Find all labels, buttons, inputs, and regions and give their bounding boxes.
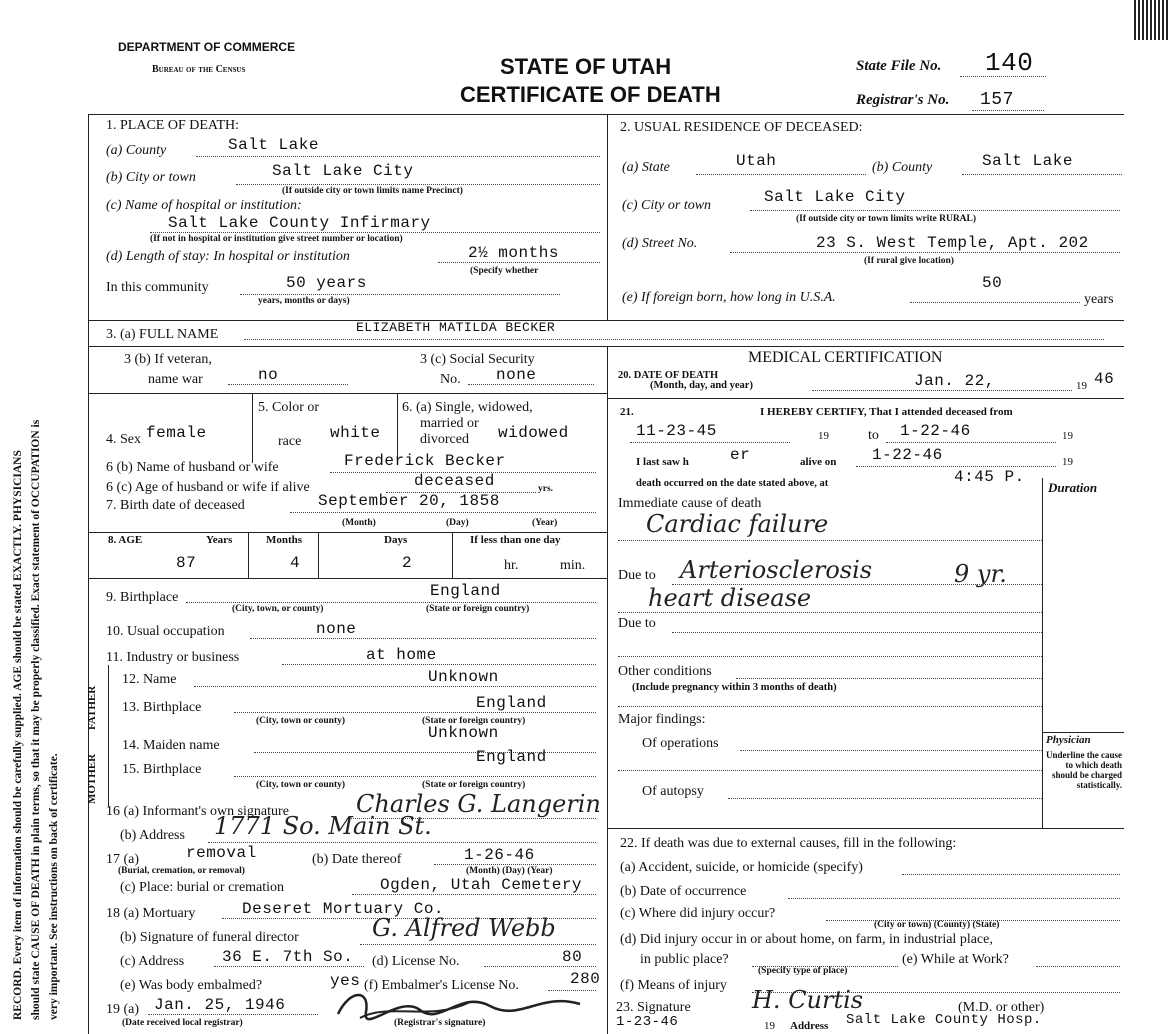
license-label: (d) License No. [372,954,460,969]
external-d: (d) Did injury occur in or about home, on farm, in industrial place, [620,932,993,947]
last-saw-label: I last saw h [636,456,689,468]
res-street-note: (If rural give location) [864,256,954,266]
certify-text: I HEREBY CERTIFY, That I attended deceased from [760,406,1013,418]
month-caption: (Month) [342,518,376,528]
hospital-label: (c) Name of hospital or institution: [106,198,302,213]
spouse-name: Frederick Becker [344,452,506,470]
external-b: (b) Date of occurrence [620,884,747,899]
death-time: 4:45 P. [954,468,1025,486]
dept-label: DEPARTMENT OF COMMERCE [118,40,296,54]
industry-label: 11. Industry or business [106,650,240,665]
res-city-note: (If outside city or town limits write RURAL) [796,214,977,224]
certify-number: 21. [620,406,634,418]
age-years: 87 [176,554,197,572]
external-c: (c) Where did injury occur? [620,906,776,921]
informant-signature: Charles G. Langerin [356,790,601,818]
alive-label: alive on [800,456,837,468]
res-street-label: (d) Street No. [622,236,698,251]
external-d2: in public place? [640,952,729,967]
other-conditions-label: Other conditions [618,664,712,679]
due-to-cause-1b: heart disease [648,584,812,612]
signature-date: 1-23-46 [616,1014,679,1030]
occurred-label: death occurred on the date stated above, at [636,478,829,489]
license-value: 80 [562,948,583,966]
registrar-signature-caption: (Registrar's signature) [394,1018,486,1028]
physician-note: Underline the cause to which death should be charged statistically. [1046,750,1122,790]
years-label: Years [206,534,233,546]
hr-label: hr. [504,558,519,573]
state-file-label: State File No. [856,58,942,74]
days-label: Days [384,534,408,546]
major-findings-label: Major findings: [618,712,706,727]
spouse-age-label: 6 (c) Age of husband or wife if alive [106,480,310,495]
disposal-note: (Burial, cremation, or removal) [118,866,245,876]
state-file-number: 140 [985,48,1034,78]
other-conditions-note: (Include pregnancy within 3 months of death) [632,682,837,693]
birthdate-value: September 20, 1858 [318,492,500,510]
birthdate-label: 7. Birth date of deceased [106,498,245,513]
bureau-label: Bureau of the Census [152,64,246,75]
disposal-date-note: (Month) (Day) (Year) [466,866,553,876]
mother-city-caption: (City, town or county) [256,780,346,790]
immediate-cause-label: Immediate cause of death [618,496,762,511]
embalmed-value: yes [330,972,361,990]
director-signature: G. Alfred Webb [372,914,556,942]
father-name-label: 12. Name [122,672,177,687]
hospital-name: Salt Lake County Infirmary [168,214,431,232]
death-date-label: 20. DATE OF DEATH [618,370,719,381]
community-value: 50 years [286,274,367,292]
ssn-label-2: No. [440,372,461,387]
death-county: Salt Lake [228,136,319,154]
page-edge-artifact [1134,0,1168,40]
death-city: Salt Lake City [272,162,414,180]
min-label: min. [560,558,586,573]
mortuary-value: Deseret Mortuary Co. [242,900,445,918]
received-label: 19 (a) [106,1002,140,1017]
external-heading: 22. If death was due to external causes, fill in the following: [620,836,957,851]
months-label: Months [266,534,303,546]
death-date-sub: (Month, day, and year) [650,380,753,391]
fullname-label: 3. (a) FULL NAME [106,327,219,342]
registrar-number: 157 [980,90,1014,110]
city-note: (If outside city or town limits name Precinct) [282,186,463,196]
registrar-signature [330,984,600,1024]
death-date: Jan. 22, [914,372,995,390]
received-note: (Date received local registrar) [122,1018,243,1028]
county-label: (a) County [106,143,167,158]
mother-state-caption: (State or foreign country) [422,780,526,790]
father-state-caption: (State or foreign country) [422,716,526,726]
veteran-label-2: name war [148,372,203,387]
attended-from-19: 19 [818,430,829,442]
res-city-label: (c) City or town [622,198,712,213]
community-label: In this community [106,280,209,295]
father-birthplace-label: 13. Birthplace [122,700,202,715]
physician-signature: H. Curtis [752,986,864,1014]
physician-heading: Physician [1046,734,1091,746]
attended-from: 11-23-45 [636,422,717,440]
res-county: Salt Lake [982,152,1073,170]
external-c-note: (City or town) (County) (State) [874,920,1000,930]
md-label: (M.D. or other) [958,1000,1045,1015]
full-name: ELIZABETH MATILDA BECKER [356,320,556,335]
certificate-title: CERTIFICATE OF DEATH [460,82,721,107]
last-saw-suffix: er [730,446,751,464]
attended-to-19: 19 [1062,430,1073,442]
external-d-note: (Specify type of place) [758,966,848,976]
veteran-value: no [258,366,279,384]
burial-place: Ogden, Utah Cemetery [380,876,583,894]
year-caption: (Year) [532,518,558,528]
immediate-cause: Cardiac failure [646,510,829,538]
father-city-caption: (City, town or county) [256,716,346,726]
father-name: Unknown [428,668,499,686]
alive-19: 19 [1062,456,1073,468]
disposal-label: 17 (a) [106,852,140,867]
medical-heading: MEDICAL CERTIFICATION [748,349,943,366]
race-label: race [278,434,302,449]
veteran-label: 3 (b) If veteran, [124,352,212,367]
mortuary-label: 18 (a) Mortuary [106,906,196,921]
disposal-value: removal [186,844,257,862]
duration-label: Duration [1048,480,1098,495]
marital-label-3: divorced [420,432,469,447]
due-to-cause-1: Arteriosclerosis [680,556,873,584]
informant-address: 1771 So. Main St. [214,812,432,840]
signature-address: Salt Lake County Hosp. [846,1012,1042,1028]
father-label: FATHER [86,685,98,730]
director-label: (b) Signature of funeral director [120,930,299,945]
age-label: 8. AGE [108,534,143,546]
mother-label: MOTHER [86,753,98,804]
industry-value: at home [366,646,437,664]
father-birthplace: England [476,694,547,712]
res-street: 23 S. West Temple, Apt. 202 [816,234,1089,252]
res-state-label: (a) State [622,160,670,175]
community-note: years, months or days) [258,296,350,306]
external-e: (e) While at Work? [902,952,1009,967]
alive-date: 1-22-46 [872,446,943,464]
instructions-line-1: RECORD. Every item of information should be carefully supplied. AGE should be stated EXACTLY. PHYSICIANS [12,450,24,1020]
instructions-sidebar [4,30,80,1030]
age-months: 4 [290,554,301,572]
age-days: 2 [402,554,413,572]
attended-to: 1-22-46 [900,422,971,440]
due-to-label-2: Due to [618,616,656,631]
foreign-years: 50 [982,274,1003,292]
less-than-day-label: If less than one day [470,534,561,546]
marital-label: 6. (a) Single, widowed, [402,400,533,415]
hospital-note: (If not in hospital or institution give street number or location) [150,234,403,244]
state-caption: (State or foreign country) [426,604,530,614]
foreign-label: (e) If foreign born, how long in U.S.A. [622,290,836,305]
occupation-value: none [316,620,357,638]
res-state: Utah [736,152,777,170]
sex-value: female [146,424,207,442]
state-title: STATE OF UTAH [500,54,672,79]
stay-label: (d) Length of stay: In hospital or institution [106,249,350,264]
operations-label: Of operations [642,736,719,751]
death-year-prefix: 19 [1076,380,1087,392]
occupation-label: 10. Usual occupation [106,624,225,639]
day-caption: (Day) [446,518,469,528]
disposal-date-label: (b) Date thereof [312,852,402,867]
spouse-age-unit: yrs. [538,484,554,494]
birthplace-label: 9. Birthplace [106,590,179,605]
ssn-label: 3 (c) Social Security [420,352,535,367]
mortuary-address-label: (c) Address [120,954,185,969]
death-year: 46 [1094,370,1115,388]
stay-value: 2½ months [468,244,559,262]
embalmer-license-label: (f) Embalmer's License No. [364,978,519,993]
attended-to-label: to [868,428,879,443]
marital-value: widowed [498,424,569,442]
stay-note: (Specify whether [470,266,539,276]
sex-label: 4. Sex [106,432,141,447]
res-city: Salt Lake City [764,188,906,206]
foreign-unit: years [1084,292,1114,307]
external-f: (f) Means of injury [620,978,727,993]
external-a: (a) Accident, suicide, or homicide (specify) [620,860,863,875]
embalmed-label: (e) Was body embalmed? [120,978,263,993]
city-label: (b) City or town [106,170,196,185]
color-label: 5. Color or [258,400,320,415]
mother-birthplace: England [476,748,547,766]
received-date: Jan. 25, 1946 [154,996,286,1014]
instructions-line-2: should state CAUSE OF DEATH in plain terms, so that it may be properly classified. Exact statement of OCCUPATION is [30,419,42,1020]
disposal-date: 1-26-46 [464,846,535,864]
mortuary-address: 36 E. 7th So. [222,948,354,966]
due-to-label-1: Due to [618,568,656,583]
birthplace-value: England [430,582,501,600]
registrar-no-label: Registrar's No. [856,92,950,108]
instructions-line-3: very important. See instructions on back of certificate. [48,753,60,1020]
autopsy-label: Of autopsy [642,784,704,799]
ssn-value: none [496,366,537,384]
place-heading: 1. PLACE OF DEATH: [106,118,240,133]
mother-maiden-label: 14. Maiden name [122,738,220,753]
residence-heading: 2. USUAL RESIDENCE OF DECEASED: [620,120,863,135]
burial-place-label: (c) Place: burial or cremation [120,880,285,895]
signature-address-label: Address [790,1020,829,1032]
color-value: white [330,424,381,442]
informant-label: 16 (a) Informant's own signature [106,804,289,819]
due-to-duration: 9 yr. [954,560,1007,588]
city-caption: (City, town, or county) [232,604,324,614]
signature-19: 19 [764,1020,775,1032]
embalmer-license: 280 [570,970,601,988]
res-county-label: (b) County [872,160,933,175]
informant-address-label: (b) Address [120,828,185,843]
spouse-age: deceased [414,472,495,490]
mother-maiden-name: Unknown [428,724,499,742]
mother-birthplace-label: 15. Birthplace [122,762,202,777]
signature-label: 23. Signature [616,1000,691,1015]
spouse-label: 6 (b) Name of husband or wife [106,460,279,475]
marital-label-2: married or [420,416,479,431]
